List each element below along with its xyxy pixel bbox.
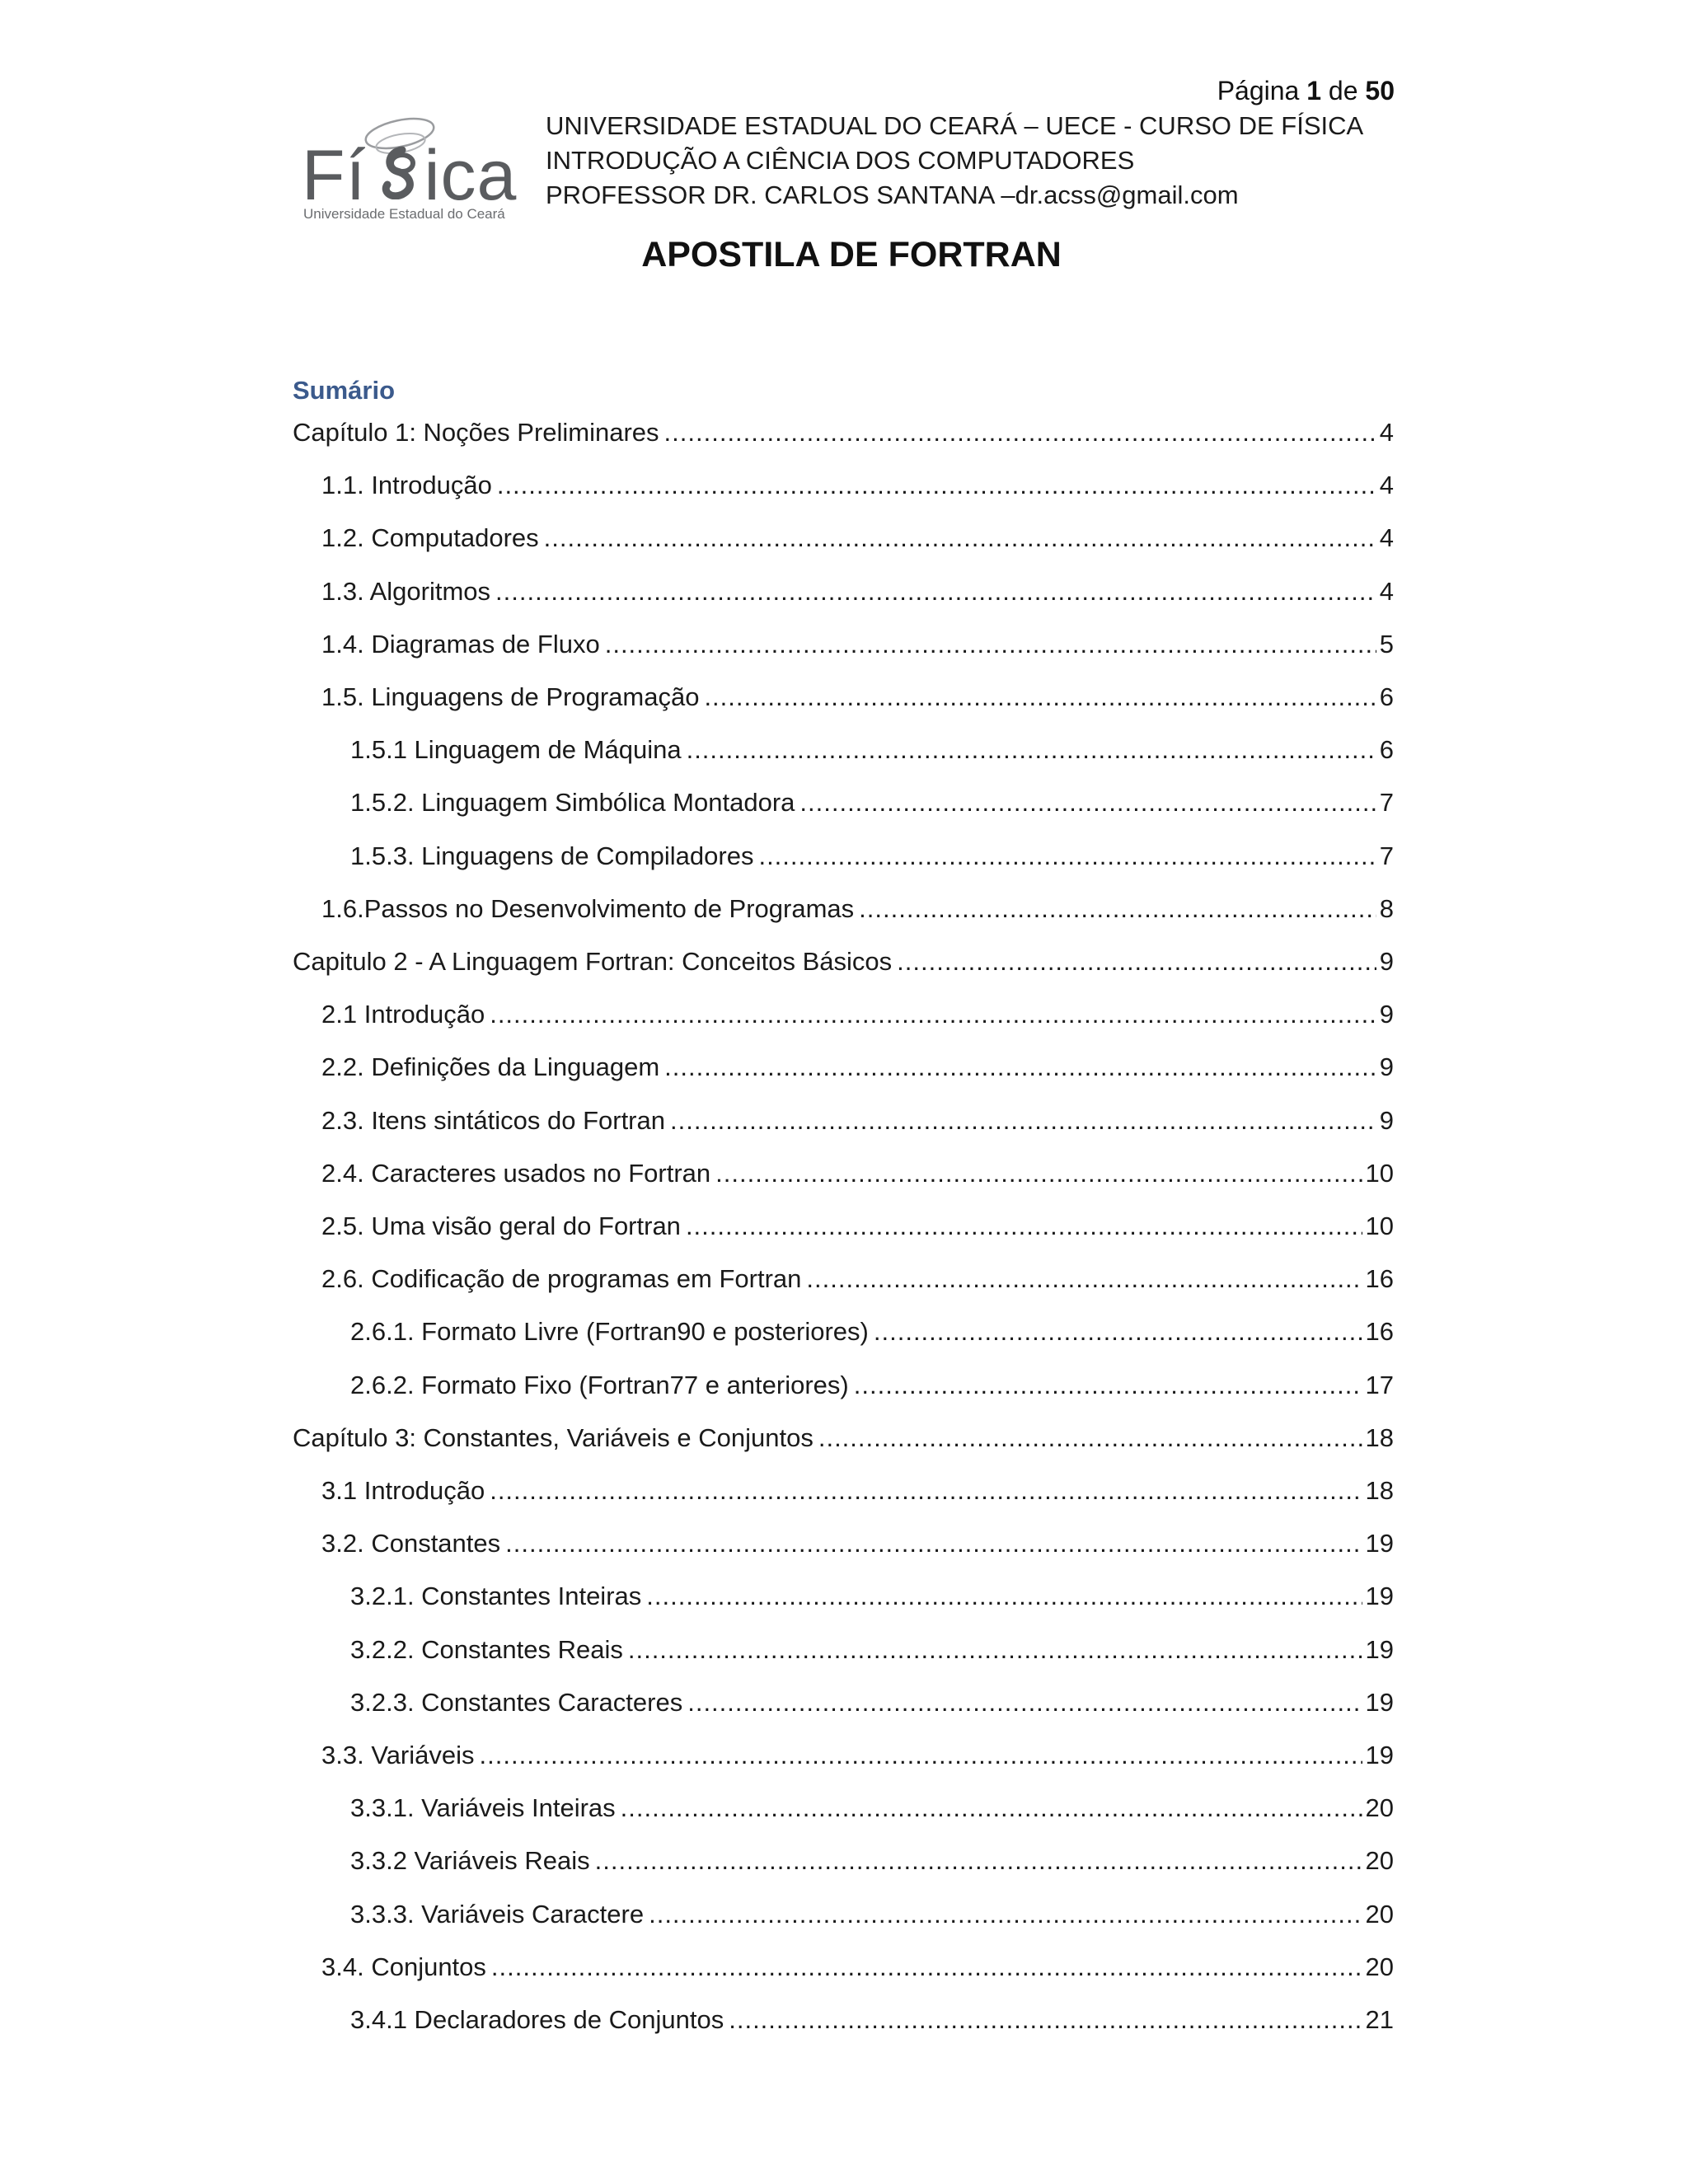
toc-leader-dots bbox=[497, 467, 1376, 504]
toc-leader-dots bbox=[649, 1896, 1362, 1933]
toc-leader-dots bbox=[490, 996, 1376, 1033]
toc-entry[interactable] bbox=[293, 1420, 1394, 1456]
toc-entry-page: 7 bbox=[1379, 841, 1394, 870]
toc-entry-label: 1.5.3. Linguagens de Compiladores bbox=[350, 841, 754, 870]
toc-entry-page: 9 bbox=[1379, 947, 1394, 976]
toc-leader-dots bbox=[664, 415, 1376, 451]
toc-entry-page: 8 bbox=[1379, 894, 1394, 923]
toc-entry[interactable] bbox=[293, 891, 1394, 927]
toc-entry-page: 20 bbox=[1365, 1793, 1394, 1822]
toc-entry-page: 16 bbox=[1365, 1317, 1394, 1346]
toc-entry-page: 21 bbox=[1365, 2005, 1394, 2034]
toc-entry[interactable] bbox=[293, 1790, 1394, 1826]
toc-leader-dots bbox=[628, 1632, 1362, 1668]
toc-entry[interactable] bbox=[293, 1261, 1394, 1297]
toc-entry-label: 1.5.1 Linguagem de Máquina bbox=[350, 735, 682, 764]
toc-entry[interactable] bbox=[293, 996, 1394, 1033]
toc-entry-page: 4 bbox=[1379, 577, 1394, 606]
toc-entry-page: 17 bbox=[1365, 1371, 1394, 1399]
toc-entry-label: 2.6.1. Formato Livre (Fortran90 e posteriores) bbox=[350, 1317, 869, 1346]
toc-entry-page: 6 bbox=[1379, 735, 1394, 764]
logo-subtitle: Universidade Estadual do Ceará bbox=[303, 206, 505, 222]
page-number-prefix: Página bbox=[1217, 76, 1300, 105]
toc-entry-label: Capitulo 2 - A Linguagem Fortran: Conceitos Básicos bbox=[293, 947, 893, 976]
toc-entry-page: 9 bbox=[1379, 1000, 1394, 1029]
toc-entry[interactable] bbox=[293, 1314, 1394, 1350]
toc-entry-label: 3.1 Introdução bbox=[321, 1476, 485, 1505]
toc-entry-label: 1.2. Computadores bbox=[321, 523, 539, 552]
toc-entry-page: 4 bbox=[1379, 523, 1394, 552]
toc-leader-dots bbox=[595, 1843, 1362, 1879]
toc-entry-label: 2.1 Introdução bbox=[321, 1000, 485, 1029]
toc-entry-label: 2.2. Definições da Linguagem bbox=[321, 1052, 660, 1081]
toc-entry-label: 3.4.1 Declaradores de Conjuntos bbox=[350, 2005, 724, 2034]
toc-entry-label: 3.3.1. Variáveis Inteiras bbox=[350, 1793, 616, 1822]
toc-entry[interactable] bbox=[293, 626, 1394, 663]
toc-leader-dots bbox=[859, 891, 1376, 927]
toc-entry[interactable] bbox=[293, 1526, 1394, 1562]
toc-leader-dots bbox=[544, 520, 1376, 556]
toc-entry-label: 2.3. Itens sintáticos do Fortran bbox=[321, 1106, 665, 1135]
toc-entry-page: 4 bbox=[1379, 418, 1394, 447]
toc-entry-label: 3.2. Constantes bbox=[321, 1529, 501, 1558]
toc-heading: Sumário bbox=[293, 376, 396, 405]
document-header bbox=[546, 109, 1363, 213]
toc-entry[interactable] bbox=[293, 1578, 1394, 1615]
toc-entry-page: 6 bbox=[1379, 682, 1394, 711]
toc-entry-label: 3.2.2. Constantes Reais bbox=[350, 1635, 623, 1664]
toc-leader-dots bbox=[818, 1420, 1362, 1456]
toc-entry-page: 5 bbox=[1379, 630, 1394, 658]
toc-entry[interactable] bbox=[293, 785, 1394, 821]
toc-leader-dots bbox=[495, 574, 1376, 610]
toc-leader-dots bbox=[686, 1208, 1362, 1244]
toc-entry[interactable] bbox=[293, 1103, 1394, 1139]
toc-leader-dots bbox=[729, 2002, 1362, 2038]
toc-entry-page: 20 bbox=[1365, 1846, 1394, 1875]
toc-entry[interactable] bbox=[293, 520, 1394, 556]
toc-leader-dots bbox=[687, 1685, 1362, 1721]
toc-entry[interactable] bbox=[293, 732, 1394, 768]
toc-entry-label: 1.5.2. Linguagem Simbólica Montadora bbox=[350, 788, 795, 817]
toc-entry-page: 4 bbox=[1379, 471, 1394, 499]
toc-entry[interactable] bbox=[293, 1473, 1394, 1509]
toc-leader-dots bbox=[646, 1578, 1362, 1615]
toc-entry-page: 9 bbox=[1379, 1052, 1394, 1081]
toc-entry-label: 1.5. Linguagens de Programação bbox=[321, 682, 700, 711]
toc-entry[interactable] bbox=[293, 1155, 1394, 1192]
toc-leader-dots bbox=[874, 1314, 1362, 1350]
toc-leader-dots bbox=[897, 944, 1376, 980]
page-number bbox=[1217, 74, 1395, 107]
toc-entry[interactable] bbox=[293, 467, 1394, 504]
toc-leader-dots bbox=[621, 1790, 1362, 1826]
toc-leader-dots bbox=[605, 626, 1376, 663]
toc-entry-label: 3.3.2 Variáveis Reais bbox=[350, 1846, 590, 1875]
toc-entry-label: 3.2.3. Constantes Caracteres bbox=[350, 1688, 683, 1717]
page-number-separator: de bbox=[1328, 76, 1358, 105]
toc-leader-dots bbox=[687, 732, 1376, 768]
page-number-total: 50 bbox=[1365, 76, 1395, 105]
toc-entry-label: Capítulo 3: Constantes, Variáveis e Conjuntos bbox=[293, 1423, 814, 1452]
toc-entry-label: 2.6.2. Formato Fixo (Fortran77 e anteriores) bbox=[350, 1371, 849, 1399]
toc-entry[interactable] bbox=[293, 1208, 1394, 1244]
toc-entry-label: 2.5. Uma visão geral do Fortran bbox=[321, 1212, 681, 1240]
toc-entry-page: 18 bbox=[1365, 1476, 1394, 1505]
toc-leader-dots bbox=[480, 1737, 1362, 1774]
toc-entry[interactable] bbox=[293, 1049, 1394, 1085]
page-number-current: 1 bbox=[1306, 76, 1322, 105]
toc-entry-page: 16 bbox=[1365, 1264, 1394, 1293]
toc-entry-label: 3.4. Conjuntos bbox=[321, 1952, 486, 1981]
logo-word-start: Fí bbox=[302, 136, 367, 215]
toc-entry[interactable] bbox=[293, 1685, 1394, 1721]
toc-leader-dots bbox=[758, 838, 1376, 874]
document-title: APOSTILA DE FORTRAN bbox=[641, 235, 1062, 274]
toc-leader-dots bbox=[664, 1049, 1376, 1085]
toc-leader-dots bbox=[715, 1155, 1362, 1192]
toc-leader-dots bbox=[854, 1367, 1362, 1404]
toc-entry-page: 20 bbox=[1365, 1900, 1394, 1929]
toc-leader-dots bbox=[806, 1261, 1362, 1297]
toc-entry-page: 10 bbox=[1365, 1159, 1394, 1188]
toc-leader-dots bbox=[491, 1949, 1362, 1985]
toc-entry-page: 19 bbox=[1365, 1582, 1394, 1610]
toc-entry-label: 1.6.Passos no Desenvolvimento de Programas bbox=[321, 894, 855, 923]
toc-entry-label: 2.6. Codificação de programas em Fortran bbox=[321, 1264, 802, 1293]
toc-entry-page: 19 bbox=[1365, 1635, 1394, 1664]
toc-leader-dots bbox=[799, 785, 1376, 821]
toc-entry-label: Capítulo 1: Noções Preliminares bbox=[293, 418, 659, 447]
toc-entry[interactable] bbox=[293, 1843, 1394, 1879]
toc-entry[interactable] bbox=[293, 1632, 1394, 1668]
toc-entry[interactable] bbox=[293, 1367, 1394, 1404]
toc-entry-label: 3.2.1. Constantes Inteiras bbox=[350, 1582, 642, 1610]
toc-leader-dots bbox=[505, 1526, 1362, 1562]
toc-entry-label: 3.3.3. Variáveis Caractere bbox=[350, 1900, 645, 1929]
toc-entry[interactable] bbox=[293, 1896, 1394, 1933]
toc-entry-label: 1.3. Algoritmos bbox=[321, 577, 491, 606]
toc-entry-page: 7 bbox=[1379, 788, 1394, 817]
toc-entry-page: 19 bbox=[1365, 1688, 1394, 1717]
toc-entry-label: 3.3. Variáveis bbox=[321, 1741, 475, 1769]
toc-entry[interactable] bbox=[293, 838, 1394, 874]
header-university: UNIVERSIDADE ESTADUAL DO CEARÁ – UECE - CURSO DE FÍSICA bbox=[546, 111, 1364, 140]
toc-entry-page: 18 bbox=[1365, 1423, 1394, 1452]
fisica-logo bbox=[297, 109, 518, 224]
toc-entry[interactable] bbox=[293, 415, 1394, 451]
toc-entry[interactable] bbox=[293, 944, 1394, 980]
toc-leader-dots bbox=[490, 1473, 1362, 1509]
toc-entry-page: 20 bbox=[1365, 1952, 1394, 1981]
header-professor: PROFESSOR DR. CARLOS SANTANA –dr.acss@gmail.com bbox=[546, 180, 1239, 209]
toc-entry-label: 1.4. Diagramas de Fluxo bbox=[321, 630, 600, 658]
logo-word-end: ica bbox=[424, 136, 518, 215]
toc-entry-page: 9 bbox=[1379, 1106, 1394, 1135]
toc-entry-label: 2.4. Caracteres usados no Fortran bbox=[321, 1159, 711, 1188]
toc-entry-page: 10 bbox=[1365, 1212, 1394, 1240]
toc-leader-dots bbox=[704, 679, 1376, 715]
toc-entry-label: 1.1. Introdução bbox=[321, 471, 492, 499]
toc-entry[interactable] bbox=[293, 574, 1394, 610]
toc-entry[interactable] bbox=[293, 2002, 1394, 2038]
header-course: INTRODUÇÃO A CIÊNCIA DOS COMPUTADORES bbox=[546, 146, 1135, 175]
toc-entry[interactable] bbox=[293, 1949, 1394, 1985]
toc-entry-page: 19 bbox=[1365, 1529, 1394, 1558]
toc-entry-page: 19 bbox=[1365, 1741, 1394, 1769]
toc-entry[interactable] bbox=[293, 1737, 1394, 1774]
toc-leader-dots bbox=[670, 1103, 1376, 1139]
toc-entry[interactable] bbox=[293, 679, 1394, 715]
